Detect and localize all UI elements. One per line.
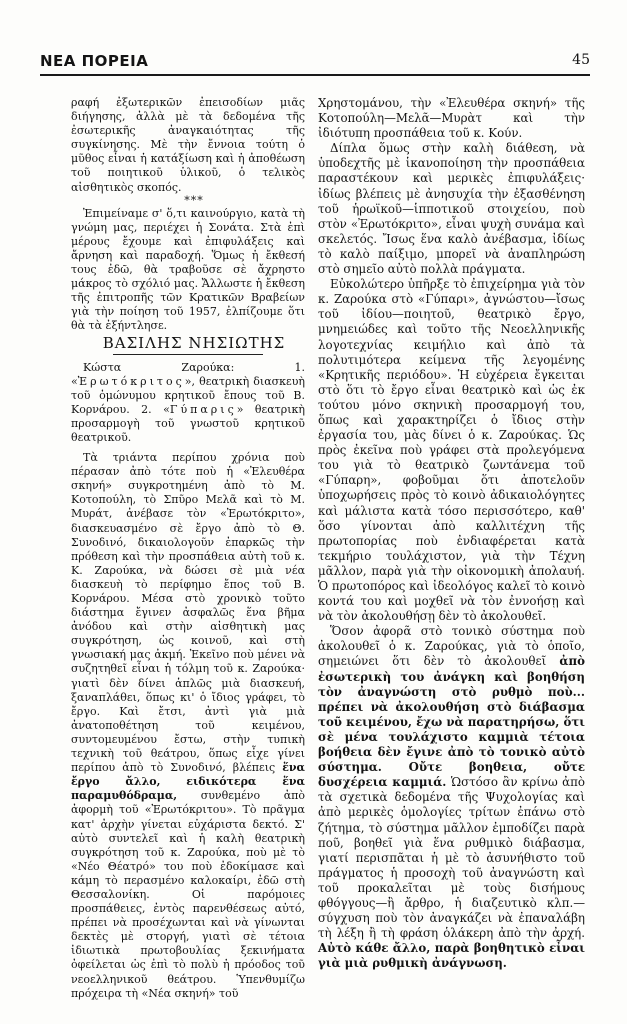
paragraph-reservations: Δίπλα ὅμως στὴν καλὴ διάθεση, νὰ ὑποδεχτῆς μὲ ἱκανοποίηση τὴν προσπάθεια παραστέκουν καὶ μερικὲς ἐπιφυλάξεις· ἰδίως βλέπεις μὲ ἀνησυχία τὴν ἐξασθένηση τοῦ ἡρωϊκοῦ—ἱπποτικοῦ στοιχείου, ποὺ στὸν «Ἐρωτόκριτο», εἶναι ψυχὴ συνάμα καὶ σκελετός. Ἴσως ἕνα καλὸ ἀνέβασμα, ἰδίως τὸ καλὸ παίξιμο, μπορεῖ νὰ ἀναπληρώση στὸ σημεῖο αὐτὸ πολλὰ πράγματα. [318,141,585,277]
accent-text-mid: Ὡστόσο ἂν κρίνω ἀπὸ τὰ σχετικὰ δεδομένα τῆς Ψυχολογίας καὶ ἀπὸ μερικὲς ὁμολογίες τρίτων ἐπάνω στὸ ζήτημα, τὸ σύστημα μᾶλλον ἐμποδίζει παρὰ ποῦ, βοηθεῖ γιὰ ἕνα ρυθμικὸ διάβασμα, γιατί περισπᾶται ἡ μὲ τὸ ἀσυνήθιστο τοῦ πράγματος ἡ προσοχὴ τοῦ ἀναγνώστη καὶ τοῦ προκαλεῖται μὲ τοὺς δισήμους φθόγγους—ἢ ἄρθρο, ἡ διαζευτικὸ κλπ.—σύγχυση ποὺ τὸν ἀναγκάζει νὰ ἐπαναλάβη τὴ λέξη ἢ τὴ φράση ὁλάκερη ἀπὸ τὴν ἀρχή. [318,775,585,941]
work-title-erotokritos: Ἐρωτόκριτος [77,374,185,388]
review-heading-intro: Κώστα Ζαρούκα: 1. « [71,360,305,388]
paragraph-gyparis: Εὐκολώτερο ὑπῆρξε τὸ ἐπιχείρημα γιὰ τὸν κ. Ζαρούκα στὸ «Γύπαρι», ἀγνώστου—ἴσως τοῦ ἰδίου—ποιητοῦ, θεατρικὸ ἔργο, μνημειώδες καὶ τοῦτο τῆς Νεοελληνικῆς λογοτεχνίας κειμήλιο καὶ ἀπὸ τὰ πολυτιμότερα κείμενα τῆς λεγομένης «Κρητικῆς περιόδου». Ἡ εὐχέρεια ἔγκειται στὸ ὅτι τὸ ἔργο εἶναι θεατρικὸ καὶ ὡς ἐκ τούτου μόνο σκηνικὴ προσαρμογή του, ὅπως καὶ χαρακτηρίζει ὁ ἴδιος στὴν ἐργασία του, μὰς δίνει ὁ κ. Ζαρούκας. Ὡς πρὸς ἐκεῖνα ποὺ γράφει στὰ προλεγόμενα του γιὰ τὸ θεατρικὸ ζωντάνεμα τοῦ «Γύπαρη», φοβοῦμαι ὅτι ἀποτελοῦν ὑποχωρήσεις πρὸς τὸ κοινὸ ἀδικαιολόγητες καὶ μάλιστα κατὰ τόσο περισσότερο, καθ' ὅσο γίνονται ἀπὸ καλλιτέχνη τῆς πρωτοπορίας ποὺ ἐνδιαφέρεται κατὰ τεκμήριο τουλάχιστον, γιὰ τὴν Τέχνη μᾶλλον, παρὰ γιὰ τὴν οἰκονομικὴ ἀπολαυή. Ὁ πρωτοπόρος καὶ ἰδεολόγος καλεῖ τὸ κοινὸ κοντά του καὶ μοχθεῖ νὰ τὸν ἐννοήσῃ καὶ νὰ τὸν ἀκολουθήσῃ δὲν τὸ ἀκολουθεῖ. [318,277,585,624]
review-heading-end: » θεατρικὴ προσαρμογὴ τοῦ γνωστοῦ κρητικοῦ θεατρικοῦ. [71,402,305,444]
review-heading-mid: », θεατρικὴ διασκευὴ τοῦ ὁμώνυμου κρητικοῦ ἔπους τοῦ Β. Κορνάρου. 2. « [71,374,305,416]
work-title-gyparis: Γύπαρις [169,402,237,416]
accent-conclusion: Αὐτὸ κάθε ἄλλο, παρὰ βοηθητικὸ εἶναι γιὰ μιὰ ρυθμικὴ ἀνάγνωση. [318,941,585,971]
review-paragraph-text: Τὰ τριάντα περίπου χρόνια ποὺ πέρασαν ἀπὸ τότε ποὺ ἡ «Ἐλευθέρα σκηνή» συγκροτημένη ἀπὸ τὸ Μ. Κοτοπούλη, τὸ Σπῦρο Μελᾶ καὶ τὸ Μ. Μυράτ, ἀνέβασε τὸν «Ἐρωτόκριτο», διασκευασμένο σὲ ἔργο ἀπὸ τὸ Θ. Συνοδινό, δικαιολογοῦν ἐπαρκῶς τὴν πρόθεση καὶ τὴν προσπάθεια αὐτὴ τοῦ κ. Κ. Ζαρούκα, νὰ δώσει σὲ μιὰ νέα διασκευὴ τὸ περίφημο ἔπος τοῦ Β. Κορνάρου. Μέσα στὸ χρονικὸ τοῦτο διάστημα ἔγινεν ἀσφαλῶς ἕνα βῆμα ἀνόδου καὶ στὴν αἰσθητικὴ μας συγκρότηση, ὡς κοινοῦ, καὶ στὴ γνωσιακή μας ἀκμή. Ἐκεῖνο ποὺ μένει νὰ συζητηθεῖ εἶναι ἡ τόλμη τοῦ κ. Ζαρούκα· γιατὶ δὲν δίνει ἁπλῶς μιὰ διασκευή, ξαναπλάθει, ὅπως κι' ὁ ἴδιος γράφει, τὸ ἔργο. Καὶ ἔτσι, ἀντὶ γιὰ μιὰ ἀνατοποθέτηση τοῦ κειμένου, συντομευμένου ἔστω, στὴν τυπικὴ τεχνικὴ τοῦ θεάτρου, ὅπως εἶχε γίνει περίπου ἀπὸ τὸ Συνοδινό, βλέπεις [71,451,305,775]
review-emphasis: ἕνα ἔργο ἄλλο, ειδικότερα ἕνα παραμυθόδραμα, [71,761,305,803]
paragraph-accent-system [318,624,585,971]
paragraph-continuation: Χρηστομάνου, τὴν «Ἐλευθέρα σκηνή» τῆς Κοτοπούλη—Μελᾶ—Μυρὰτ καὶ τὴν ἰδιότυπη προσπάθεια τοῦ κ. Κούν. [318,96,585,141]
header-rule [40,74,590,76]
review-paragraph-rest: συνθεμένο ἀπὸ ἀφορμὴ τοῦ «Ἐρωτόκριτου». Τὸ πρᾶγμα κατ' ἀρχὴν γίνεται εὐχάριστα δεκτό. Σ' αὐτὸ συντελεῖ καὶ ἡ καλὴ θεατρικὴ συγκρότηση τοῦ κ. Ζαρούκα, ποὺ μὲ τὸ «Νέο Θέατρό» του ποὺ ἐδοκίμασε καὶ κάμη τὸ περασμένο καλοκαίρι, ἐδῶ στὴ Θεσσαλονίκη. Οἱ παρόμοιες προσπάθειες, ἐντὸς παρενθέσεως αὐτό, πρέπει νὰ προσέχωνται καὶ νὰ γίνωνται δεκτὲς μὲ στοργή, γιατὶ σὲ τέτοια ἰδιωτικὰ πρωτοβουλίας ξεκινήματα ὀφείλεται ὡς ἐπὶ τὸ πολὺ ἡ πρόοδος τοῦ νεοελληνικοῦ θεάτρου. Ὑπενθυμίζω πρόχειρα τὴ «Νέα σκηνή» τοῦ [71,789,305,1000]
page-number: 45 [572,52,590,68]
review-heading [71,361,305,446]
accent-text: Ὅσον ἀφορᾶ στὸ τονικὸ σύστημα ποὺ ἀκολουθεῖ ὁ κ. Ζαρούκας, γιὰ τὸ ὁποῖο, σημειώνει ὅτι δὲν τὸ ἀκολουθεῖ [318,624,585,669]
section-separator: *** [184,193,204,207]
paragraph-continuation: ραφή ἐξωτερικῶν ἐπεισοδίων μιᾶς διήγησης, ἀλλὰ μὲ τὰ δεδομένα τῆς ἐσωτερικῆς ἀναγκαιότητας τῆς συγκίνησης. Μὲ τὴν ἔννοια τούτη ὁ μῦθος εἶναι ἡ κατάξίωση καὶ ἡ ἀποθέωση τοῦ ποιητικοῦ ὑλικοῦ, ὁ τελικὸς αἰσθητικὸς σκοπός. [71,96,305,194]
review-paragraph [71,451,305,1001]
paragraph-closing: Ἐπιμείναμε σ' ὅ,τι καινούργιο, κατὰ τὴ γνώμη μας, περιέχει ἡ Σονάτα. Στὰ ἐπὶ μέρους ἔχουμε καὶ ἐπιφυλάξεις καὶ ἄρνηση καὶ παραδοχή. Ὅμως ἡ ἔκθεσή τους ἐδῶ, θὰ τραβοῦσε σὲ ἄχρηστο μάκρος τὸ σχόλιό μας. Ἄλλωστε ἡ ἔκθεση τῆς ἐπιτροπῆς τῶν Κρατικῶν Βραβείων γιὰ τὴν ποίηση τοῦ 1957, ἐλπίζουμε ὅτι θὰ τὰ ἐξήντλησε. [71,206,305,333]
accent-emphasis: ἀπὸ ἐσωτερικὴ του ἀνάγκη καὶ βοηθήση τὸν ἀναγνώστη στὸ ρυθμὸ ποὺ... πρέπει νὰ ἀκολουθήση στὸ διάβασμα τοῦ κειμένου, ἔχω νὰ παρατηρήσω, ὅτι σὲ μένα τουλάχιστο καμμιὰ τέτοια βοήθεια δὲν ἔγινε ἀπὸ τὸ τονικὸ αὐτὸ σύστημα. Οὔτε βοηθεια, οὔτε δυσχέρεια καμμιά. [318,654,585,790]
page-header [40,50,590,72]
left-column [71,96,305,1001]
review-divider [113,354,263,355]
author-signature: ΒΑΣΙΛΗΣ ΝΗΣΙΩΤΗΣ [102,333,286,352]
journal-title: ΝΕΑ ΠΟΡΕΙΑ [40,52,149,70]
right-column [318,96,585,971]
